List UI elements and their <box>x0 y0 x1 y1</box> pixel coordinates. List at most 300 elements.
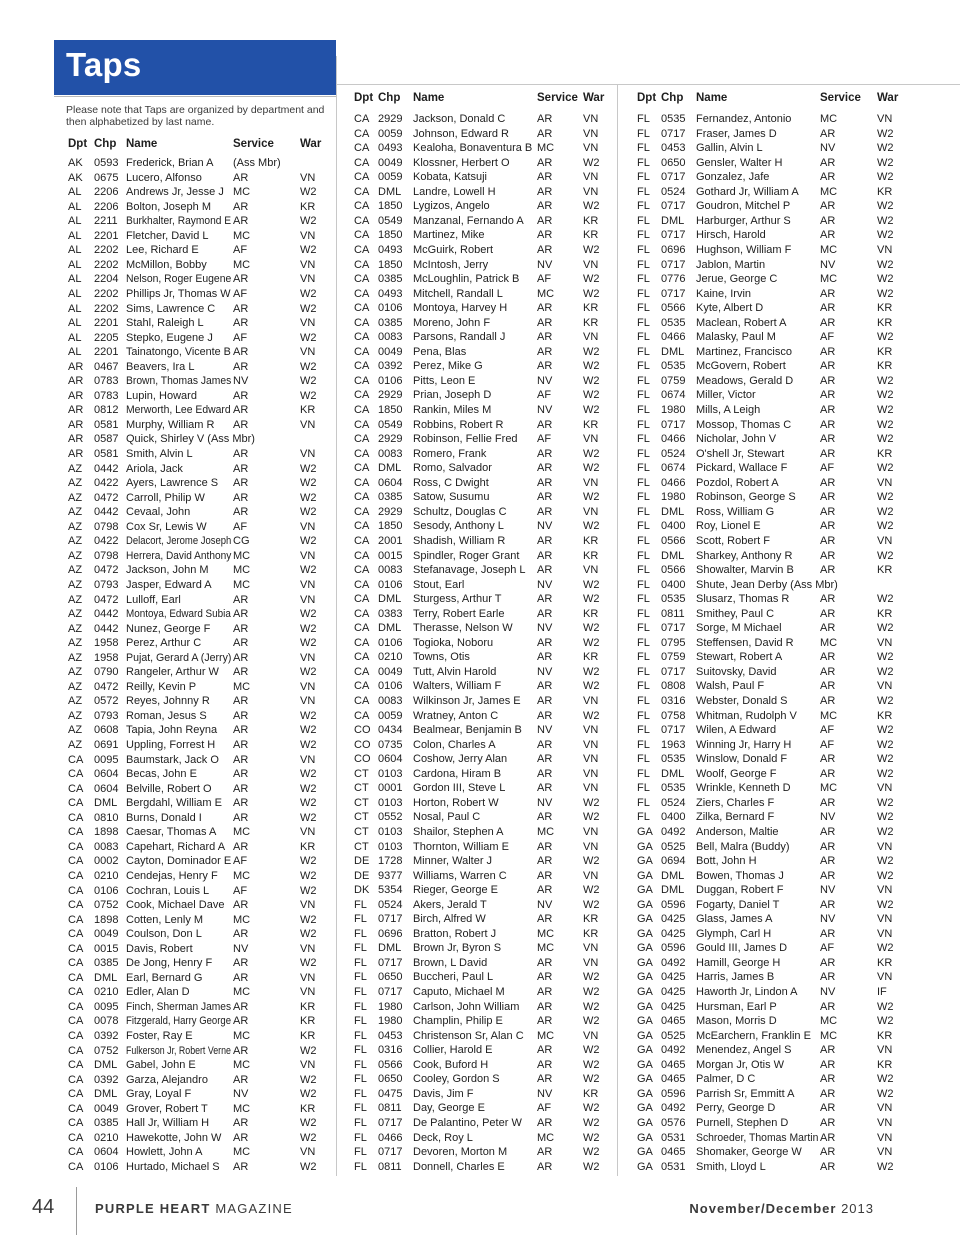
entry-dept: CA <box>68 826 84 839</box>
entry-name: Uppling, Forrest H <box>126 739 216 751</box>
entry-chapter: DML <box>378 942 402 955</box>
entry-name: Klossner, Herbert O <box>413 156 510 169</box>
entry-war: W2 <box>583 1160 600 1173</box>
entry-service: AR <box>233 462 249 475</box>
entry-war: W2 <box>583 709 600 722</box>
entry-name: Sims, Lawrence C <box>126 302 216 315</box>
entry-service: AR <box>537 549 553 562</box>
entry-chapter: 0566 <box>378 1058 403 1071</box>
entry-war: W2 <box>583 811 600 824</box>
entry-chapter: 0783 <box>94 389 119 402</box>
entry-chapter: 0492 <box>661 1102 686 1115</box>
entry-service: AR <box>820 229 836 242</box>
entry-dept: FL <box>637 651 650 664</box>
entry-service: AR <box>820 302 836 315</box>
entry-chapter: 0466 <box>378 1131 403 1144</box>
entry-name: Tainatongo, Vicente B <box>126 346 231 359</box>
entry-service: AR <box>820 564 836 577</box>
entry-dept: FL <box>354 913 367 926</box>
entry-chapter: 0811 <box>661 607 685 620</box>
entry-war: W2 <box>300 608 317 621</box>
entry-service: AR <box>233 360 249 373</box>
entry-war: VN <box>877 1131 893 1144</box>
entry-name: Showalter, Marvin B <box>696 564 794 577</box>
entry-service: AR <box>820 389 836 402</box>
entry-name: Mills, A Leigh <box>696 404 761 416</box>
entry-name: Frederick, Brian A <box>126 157 214 169</box>
entry-name: Romo, Salvador <box>413 462 492 475</box>
entry-service: AR <box>537 680 553 693</box>
entry-chapter: 0535 <box>661 316 686 329</box>
entry-chapter: 1980 <box>378 1000 403 1013</box>
entry-dept: CA <box>68 1044 84 1057</box>
entry-chapter: 0604 <box>378 476 403 489</box>
entry-service: AR <box>820 956 836 969</box>
entry-dept: GA <box>637 884 653 897</box>
entry-dept: AL <box>68 273 82 286</box>
entry-war: VN <box>583 331 599 344</box>
entry-chapter: 0465 <box>661 1015 686 1028</box>
entry-service: AR <box>820 695 836 707</box>
entry-service: AR <box>233 724 249 737</box>
entry-chapter: 0059 <box>378 709 403 722</box>
column-header-war: War <box>583 92 605 104</box>
entry-dept: CA <box>354 622 370 635</box>
entry-chapter: 0049 <box>378 665 403 678</box>
magazine-name-bold: PURPLE HEART <box>95 1201 211 1216</box>
entry-dept: GA <box>637 1073 653 1086</box>
entry-dept: GA <box>637 1058 653 1071</box>
entry-chapter: 0752 <box>94 899 119 912</box>
entry-war: VN <box>300 346 316 359</box>
entry-dept: GA <box>637 913 653 926</box>
entry-dept: FL <box>637 200 650 213</box>
entry-chapter: 0759 <box>661 374 686 387</box>
entry-dept: AZ <box>68 608 83 621</box>
entry-war: W2 <box>583 520 600 533</box>
entry-name: Fitzgerald, Harry George <box>126 1015 232 1028</box>
entry-service: AR <box>537 1015 553 1028</box>
entry-service: AR <box>233 1073 249 1086</box>
entry-dept: CT <box>354 782 369 795</box>
column-header-service: Service <box>537 92 578 104</box>
entry-war: W2 <box>583 986 600 998</box>
entry-war: W2 <box>583 1000 600 1013</box>
entry-chapter: 0535 <box>661 782 686 795</box>
entry-dept: GA <box>637 869 653 882</box>
entry-dept: AK <box>68 157 83 169</box>
entry-name: Foster, Ray E <box>126 1030 193 1042</box>
entry-war: VN <box>583 505 599 518</box>
entry-dept: FL <box>637 302 650 315</box>
entry-dept: AZ <box>68 549 83 562</box>
entry-name: Shomaker, George W <box>696 1146 802 1159</box>
entry-chapter: 1728 <box>378 855 403 868</box>
entry-war: W2 <box>583 1131 600 1144</box>
entry-service: AR <box>820 927 836 940</box>
entry-war: VN <box>300 651 316 664</box>
entry-name: Walters, William F <box>413 680 502 693</box>
entry-service: AR <box>537 534 553 547</box>
entry-dept: AZ <box>68 462 83 475</box>
entry-service: NV <box>537 374 553 387</box>
entry-war: VN <box>583 127 599 140</box>
entry-chapter: 0691 <box>94 739 119 751</box>
entry-service: AR <box>233 273 249 286</box>
entry-service: AR <box>537 1044 553 1057</box>
entry-dept: DE <box>354 855 370 868</box>
entry-service: MC <box>820 243 838 256</box>
entry-chapter: 0524 <box>661 185 686 198</box>
entry-chapter: 0425 <box>661 913 686 926</box>
entry-dept: CA <box>354 549 370 562</box>
entry-service: AR <box>233 957 249 970</box>
entry-war: W2 <box>877 767 894 780</box>
entry-name: Duggan, Robert F <box>696 884 784 897</box>
entry-name: Champlin, Philip E <box>413 1015 503 1028</box>
entry-name: Schultz, Douglas C <box>413 505 507 518</box>
entry-chapter: 0717 <box>661 229 686 242</box>
entry-dept: FL <box>354 927 367 940</box>
entry-chapter: 0392 <box>378 360 403 373</box>
entry-war: W2 <box>583 680 600 693</box>
entry-war: W2 <box>877 520 894 533</box>
entry-dept: CA <box>68 928 84 941</box>
entry-war: W2 <box>583 796 600 809</box>
entry-war: KR <box>300 840 316 853</box>
entry-name: Woolf, George F <box>696 767 777 780</box>
entry-name: Murphy, William R <box>126 418 215 431</box>
entry-dept: FL <box>637 404 650 416</box>
entry-name: Brown, L David <box>413 956 488 969</box>
entry-chapter: 0049 <box>378 345 403 358</box>
entry-war: KR <box>583 229 599 242</box>
entry-service: AR <box>537 214 553 227</box>
entry-service: NV <box>820 142 836 155</box>
entry-name: Haworth Jr, Lindon A <box>696 986 798 998</box>
entry-dept: FL <box>637 578 650 591</box>
entry-name: Scott, Robert F <box>696 534 770 547</box>
entry-service: AR <box>537 447 553 460</box>
entry-dept: FL <box>637 738 650 751</box>
entry-dept: FL <box>637 113 650 125</box>
entry-service: AR <box>537 185 553 198</box>
entry-name: Perez, Mike G <box>413 360 483 373</box>
entry-dept: CA <box>68 1117 84 1130</box>
entry-dept: CA <box>68 1073 84 1086</box>
entry-service: AR <box>233 1160 249 1173</box>
entry-dept: GA <box>637 1087 653 1100</box>
entry-service: AR <box>537 302 553 315</box>
entry-dept: GA <box>637 1146 653 1159</box>
entry-name: Jablon, Martin <box>696 258 766 271</box>
entry-name: Slusarz, Thomas R <box>696 593 790 606</box>
entry-war: W2 <box>877 214 894 227</box>
entry-chapter: 0467 <box>94 360 119 373</box>
entry-name: Carlson, John William <box>413 1000 520 1013</box>
column-header-service: Service <box>233 138 274 150</box>
entry-service: AR <box>233 695 249 708</box>
entry-war: W2 <box>877 665 894 678</box>
entry-service: AF <box>820 724 835 737</box>
entry-service: AR <box>233 1117 249 1130</box>
entry-name: McGovern, Robert <box>696 360 786 373</box>
entry-chapter: 0442 <box>94 622 119 635</box>
entry-service: AF <box>537 1102 552 1115</box>
entry-chapter: 0492 <box>661 956 686 969</box>
entry-war: W2 <box>300 957 317 970</box>
entry-name: Cevaal, John <box>126 506 191 519</box>
entry-service: AR <box>233 506 249 519</box>
entry-war: W2 <box>300 928 317 941</box>
entry-service: AR <box>820 607 836 620</box>
entry-war: W2 <box>877 287 894 300</box>
entry-name: Steffensen, David R <box>696 636 794 649</box>
entry-dept: AL <box>68 346 82 359</box>
entry-dept: FL <box>637 331 650 344</box>
entry-service: AR <box>820 1160 836 1173</box>
entry-war: W2 <box>877 622 894 635</box>
entry-war: W2 <box>877 855 894 868</box>
entry-dept: CA <box>354 113 370 125</box>
entry-dept: AZ <box>68 651 83 664</box>
entry-service: AR <box>820 593 836 606</box>
entry-service: AR <box>537 462 553 475</box>
entry-war: VN <box>300 317 316 330</box>
entry-service: AR <box>820 171 836 184</box>
entry-name: Jasper, Edward A <box>126 578 212 591</box>
page-title: Taps <box>66 46 142 83</box>
entry-war: VN <box>300 942 316 955</box>
entry-name: Bealmear, Benjamin B <box>413 724 522 737</box>
entry-service: NV <box>233 1088 249 1101</box>
entry-service: NV <box>537 258 553 271</box>
entry-chapter: 0049 <box>94 928 119 941</box>
column-divider-1 <box>336 56 337 1176</box>
entry-war: W2 <box>583 273 600 286</box>
entry-service: AR <box>820 549 836 562</box>
entry-chapter: 0717 <box>661 287 686 300</box>
entry-dept: FL <box>637 593 650 606</box>
entry-dept: FL <box>637 360 650 373</box>
entry-chapter: 2929 <box>378 505 403 518</box>
entry-name: Fogarty, Daniel T <box>696 898 780 911</box>
entry-chapter: 0596 <box>661 898 686 911</box>
entry-name: Kyte, Albert D <box>696 302 764 315</box>
entry-service: MC <box>233 826 251 839</box>
entry-name: Lucero, Alfonso <box>126 171 202 184</box>
entry-dept: FL <box>637 636 650 649</box>
entry-dept: CA <box>68 942 84 955</box>
entry-name: Cotten, Lenly M <box>126 913 204 926</box>
entry-dept: CA <box>354 447 370 460</box>
entry-service: MC <box>233 549 251 562</box>
entry-name: Whitman, Rudolph V <box>696 709 797 722</box>
entry-service: MC <box>233 1146 251 1159</box>
entry-dept: AL <box>68 287 82 300</box>
entry-chapter: 0524 <box>661 796 686 809</box>
column-divider-2 <box>617 84 618 1176</box>
entry-service: AR <box>537 113 553 125</box>
entry-name: Malasky, Paul M <box>696 331 776 344</box>
entry-service: MC <box>233 564 251 577</box>
entry-war: KR <box>583 316 599 329</box>
entry-chapter: 0083 <box>94 840 119 853</box>
entry-war: W2 <box>300 564 317 577</box>
entry-war: W2 <box>300 797 317 810</box>
entry-dept: AZ <box>68 535 83 548</box>
entry-dept: CA <box>68 884 84 897</box>
entry-chapter: 0752 <box>94 1044 119 1057</box>
entry-war: W2 <box>300 1044 317 1057</box>
entry-service: NV <box>537 520 553 533</box>
entry-war: W2 <box>877 374 894 387</box>
entry-name: Gordon III, Steve L <box>413 782 506 795</box>
entry-war: W2 <box>583 1044 600 1057</box>
entry-name: Manzanal, Fernando A <box>413 214 524 227</box>
entry-service: MC <box>233 1102 251 1115</box>
entry-chapter: 0015 <box>378 549 403 562</box>
entry-chapter: 0465 <box>661 1146 686 1159</box>
entry-war: KR <box>300 1000 316 1013</box>
entry-war: W2 <box>300 389 317 402</box>
entry-war: VN <box>583 564 599 577</box>
entry-name: Roy, Lionel E <box>696 520 761 533</box>
entry-war: VN <box>300 971 316 984</box>
entry-chapter: 0442 <box>94 506 119 519</box>
entry-war: VN <box>300 418 316 431</box>
entry-dept: AK <box>68 171 83 184</box>
entry-service: AR <box>820 1146 836 1159</box>
entry-war: VN <box>877 971 893 984</box>
entry-chapter: 0001 <box>378 782 403 795</box>
entry-dept: AZ <box>68 680 83 693</box>
entry-chapter: 0425 <box>661 1000 686 1013</box>
entry-dept: GA <box>637 986 653 998</box>
entry-name: Morgan Jr, Otis W <box>696 1058 785 1071</box>
entry-war: W2 <box>877 1000 894 1013</box>
entry-chapter: 1980 <box>661 491 686 504</box>
entry-name: Bowen, Thomas J <box>696 869 784 882</box>
entry-chapter: 0604 <box>378 753 403 766</box>
entry-service: AR <box>233 302 249 315</box>
entry-name: Caputo, Michael M <box>413 986 505 998</box>
entry-war: W2 <box>300 302 317 315</box>
entry-service: AR <box>820 1073 836 1086</box>
entry-chapter: DML <box>378 622 402 635</box>
column-header-chp: Chp <box>378 92 401 104</box>
entry-name: Bott, John H <box>696 855 757 868</box>
entry-name: Stepko, Eugene J <box>126 331 213 344</box>
entry-name: Becas, John E <box>126 768 197 781</box>
entry-chapter: 0604 <box>94 768 119 781</box>
entry-name: Phillips Jr, Thomas W <box>126 287 231 300</box>
entry-dept: FL <box>637 505 650 518</box>
entry-name: Reyes, Johnny R <box>126 695 210 708</box>
entry-chapter: 0492 <box>661 1044 686 1057</box>
entry-service: AF <box>820 738 835 751</box>
entry-dept: FL <box>637 156 650 169</box>
entry-war: W2 <box>877 796 894 809</box>
entry-chapter: 0059 <box>378 127 403 140</box>
entry-name: Coshow, Jerry Alan <box>413 753 508 766</box>
entry-war: W2 <box>877 825 894 838</box>
entry-name: Lupin, Howard <box>126 389 197 402</box>
entry-dept: FL <box>637 680 650 693</box>
entry-name: McLoughlin, Patrick B <box>413 273 520 286</box>
entry-service: AR <box>820 476 836 489</box>
entry-dept: FL <box>354 1058 367 1071</box>
column-header-dpt: Dpt <box>68 138 88 150</box>
entry-chapter: 1958 <box>94 651 119 664</box>
entry-service: AR <box>820 1000 836 1013</box>
entry-dept: AZ <box>68 709 83 722</box>
entry-service: AR <box>233 200 249 213</box>
issue-year: 2013 <box>836 1201 874 1216</box>
entry-chapter: 1850 <box>378 229 403 242</box>
entry-name: Spindler, Roger Grant <box>413 549 520 562</box>
entry-dept: CA <box>354 316 370 329</box>
entry-dept: GA <box>637 898 653 911</box>
entry-name: Capehart, Richard A <box>126 840 226 853</box>
entry-chapter: 0392 <box>94 1030 119 1042</box>
entry-war: W2 <box>300 186 317 199</box>
entry-chapter: DML <box>661 884 685 897</box>
entry-service: AR <box>233 389 249 402</box>
entry-dept: FL <box>637 534 650 547</box>
entry-name: Merworth, Lee Edward <box>126 404 231 417</box>
entry-war: W2 <box>300 331 317 344</box>
entry-service: AR <box>820 825 836 838</box>
entry-war: W2 <box>877 200 894 213</box>
entry-service: AR <box>820 665 836 678</box>
entry-name: Cox Sr, Lewis W <box>126 520 207 533</box>
entry-name: Ross, C Dwight <box>413 476 489 489</box>
entry-dept: AL <box>68 244 82 257</box>
entry-name: Walsh, Paul F <box>696 680 765 693</box>
entry-name: Romero, Frank <box>413 447 487 460</box>
entry-service: AR <box>820 360 836 373</box>
entry-war: W2 <box>300 855 317 868</box>
entry-name: Deck, Roy L <box>413 1131 473 1144</box>
entry-dept: CA <box>68 768 84 781</box>
entry-war: VN <box>300 826 316 839</box>
entry-name: Miller, Victor <box>696 389 756 402</box>
entry-service: MC <box>233 986 251 999</box>
entry-dept: CA <box>68 1030 84 1042</box>
entry-service: AR <box>820 869 836 882</box>
entry-chapter: 5354 <box>378 884 403 897</box>
entry-war: W2 <box>583 898 600 911</box>
entry-dept: FL <box>637 709 650 722</box>
entry-dept: GA <box>637 1160 653 1173</box>
entry-dept: AZ <box>68 666 83 679</box>
entry-war: W2 <box>877 462 894 475</box>
entry-name: Davis, Jim F <box>413 1087 474 1100</box>
entry-chapter: 0466 <box>661 476 686 489</box>
entry-war: VN <box>583 782 599 795</box>
entry-service: AR <box>233 899 249 912</box>
entry-chapter: 0717 <box>661 127 686 140</box>
entry-service: NV <box>537 622 553 635</box>
entry-service: AR <box>820 680 836 693</box>
entry-war: VN <box>583 767 599 780</box>
entry-name: Moreno, John F <box>413 316 491 329</box>
entry-service: AF <box>233 855 248 868</box>
entry-chapter: 0400 <box>661 811 686 824</box>
entry-dept: AR <box>68 360 84 373</box>
entry-chapter: DML <box>378 185 402 198</box>
